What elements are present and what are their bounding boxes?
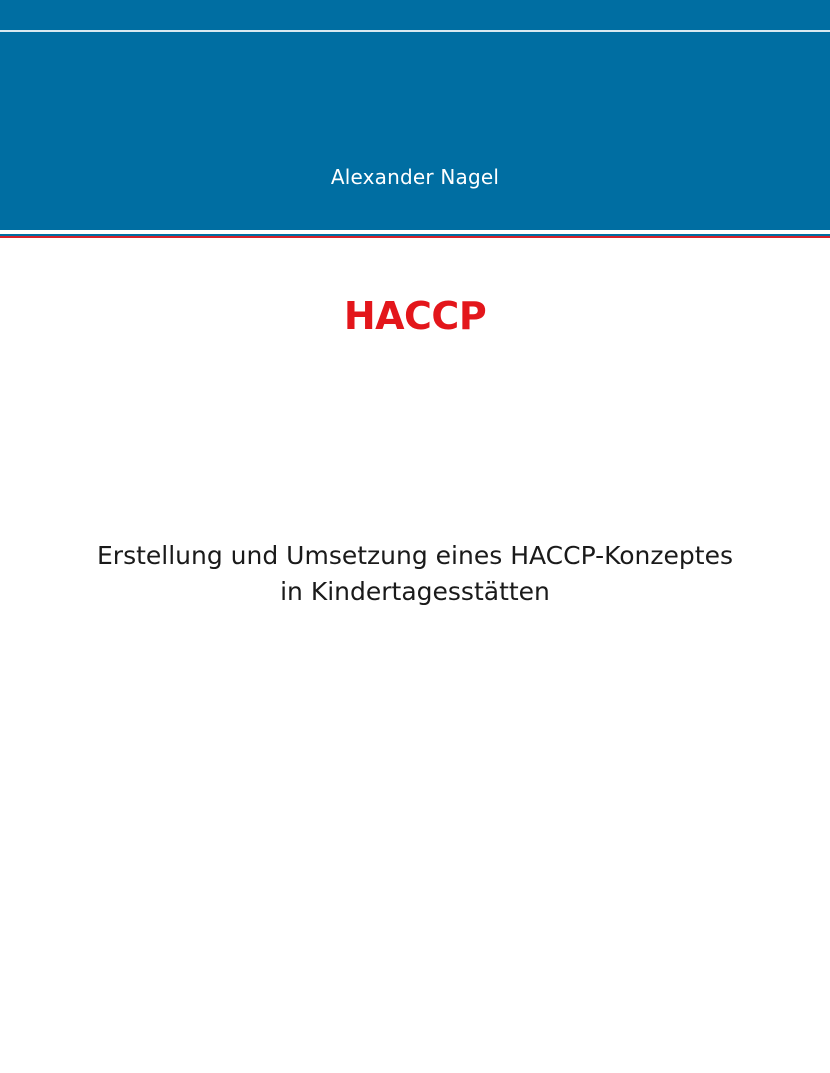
author-name: Alexander Nagel [330, 165, 500, 189]
book-title: HACCP [343, 294, 487, 338]
band-hairline [0, 30, 830, 32]
red-divider-rule [0, 236, 830, 238]
subtitle-line-1: Erstellung und Umsetzung eines HACCP-Konzeptes [97, 541, 733, 570]
subtitle-line-2: in Kindertagesstätten [280, 577, 550, 606]
top-color-band [0, 0, 830, 230]
book-subtitle [0, 538, 830, 610]
